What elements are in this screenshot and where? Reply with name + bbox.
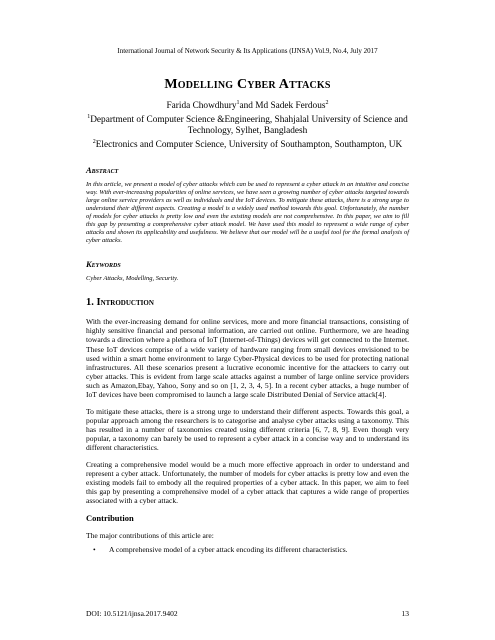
paper-title: Modelling Cyber Attacks — [164, 77, 331, 92]
author-2-sup: 2 — [325, 99, 329, 106]
affiliation-2-text: Electronics and Computer Science, University of Southampton, Southampton, UK — [95, 140, 403, 150]
keywords-text: Cyber Attacks, Modelling, Security. — [86, 275, 179, 283]
author-line — [86, 101, 409, 112]
abstract-heading: Abstract — [86, 165, 119, 175]
intro-paragraph: To mitigate these attacks, there is a strong urge to understand their different aspects. Towards this goal, a popular approach among the researchers is to categorise and analyse cyber attacks using a taxonomy. This has resulted in a number of taxonomies created using different criteria [6, 7, 8, 9]. Even though very popular, a taxonomy can barely be used to represent a cyber attack in a concise way and to understand its different characteristics. — [86, 406, 409, 452]
contribution-intro: The major contributions of this article are: — [86, 531, 214, 541]
contribution-list — [86, 545, 409, 554]
affiliation-1 — [86, 115, 409, 137]
author-1-name: Farida Chowdhury — [166, 101, 237, 111]
doi-text: DOI: 10.5121/ijnsa.2017.9402 — [86, 609, 178, 618]
intro-paragraph: Creating a comprehensive model would be a much more effective approach in order to understand and represent a cyber attack. Unfortunately, the number of models for cyber attacks is pretty low and even the existing models fail to embody all the required properties of a cyber attack. In this paper, we aim to feel this gap by presenting a comprehensive model of a cyber attack that captures a wide range of properties associated with a cyber attack. — [86, 460, 409, 506]
journal-header: International Journal of Network Security & Its Applications (IJNSA) Vol.9, No.4, July 2017 — [117, 47, 378, 55]
affiliation-1-sup: 1 — [87, 113, 91, 120]
keywords-heading: Keywords — [86, 259, 121, 270]
abstract-text: In this article, we present a model of cyber attacks which can be used to represent a cyber attack in an intuitive and concise way. With ever-increasing popularities of online services, we have seen a growing number of cyber attacks targeted towards large online service providers as well as individuals and the IoT devices. To mitigate these attacks, there is a strong urge to understand their different aspects. Creating a model is a widely used method towards this goal. Unfortunately, the number of models for cyber attacks is pretty low and even the existing models are not comprehensive. In this paper, we aim to fill this gap by presenting a comprehensive cyber attack model. We have used this model to represent a wide range of cyber attacks and shown its applicability and usefulness. We believe that our model will be a useful tool for the formal analysis of cyber attacks. — [86, 181, 409, 245]
bullet-icon: • — [93, 545, 96, 555]
author-joiner: and Md Sadek Ferdous — [239, 101, 326, 111]
list-item-text: A comprehensive model of a cyber attack encoding its different characteristics. — [109, 545, 348, 555]
introduction-heading: 1. Introduction — [86, 297, 154, 309]
page-number: 13 — [401, 609, 409, 618]
affiliation-1-text: Department of Computer Science &Engineering, Shahjalal University of Science and Technology, Sylhet, Bangladesh — [90, 115, 408, 136]
author-1-sup: 1 — [236, 99, 240, 106]
affiliation-2-sup: 2 — [92, 138, 96, 145]
affiliation-2 — [86, 140, 409, 151]
intro-paragraph: With the ever-increasing demand for online services, more and more financial transactions, consisting of highly sensitive financial and personal information, are carried out online. Furthermore, we are heading towards a direction where a plethora of IoT (Internet-of-Things) devices will get connected to the Internet. These IoT devices comprise of a wide variety of hardware ranging from small devices envisioned to be used within a smart home environment to large Cyber-Physical devices to be used for protecting national infrastructures. All these scenarios present a lucrative economic incentive for the attackers to carry out cyber attacks. This is evident from large scale attacks against a number of large online service providers such as Amazon,Ebay, Yahoo, Sony and so on [1, 2, 3, 4, 5]. In a recent cyber attacks, a huge number of IoT devices have been compromised to launch a large scale Distributed Denial of Service attack[4]. — [86, 317, 409, 399]
contribution-heading: Contribution — [86, 513, 134, 524]
page-footer — [86, 609, 409, 618]
list-item — [86, 545, 409, 554]
